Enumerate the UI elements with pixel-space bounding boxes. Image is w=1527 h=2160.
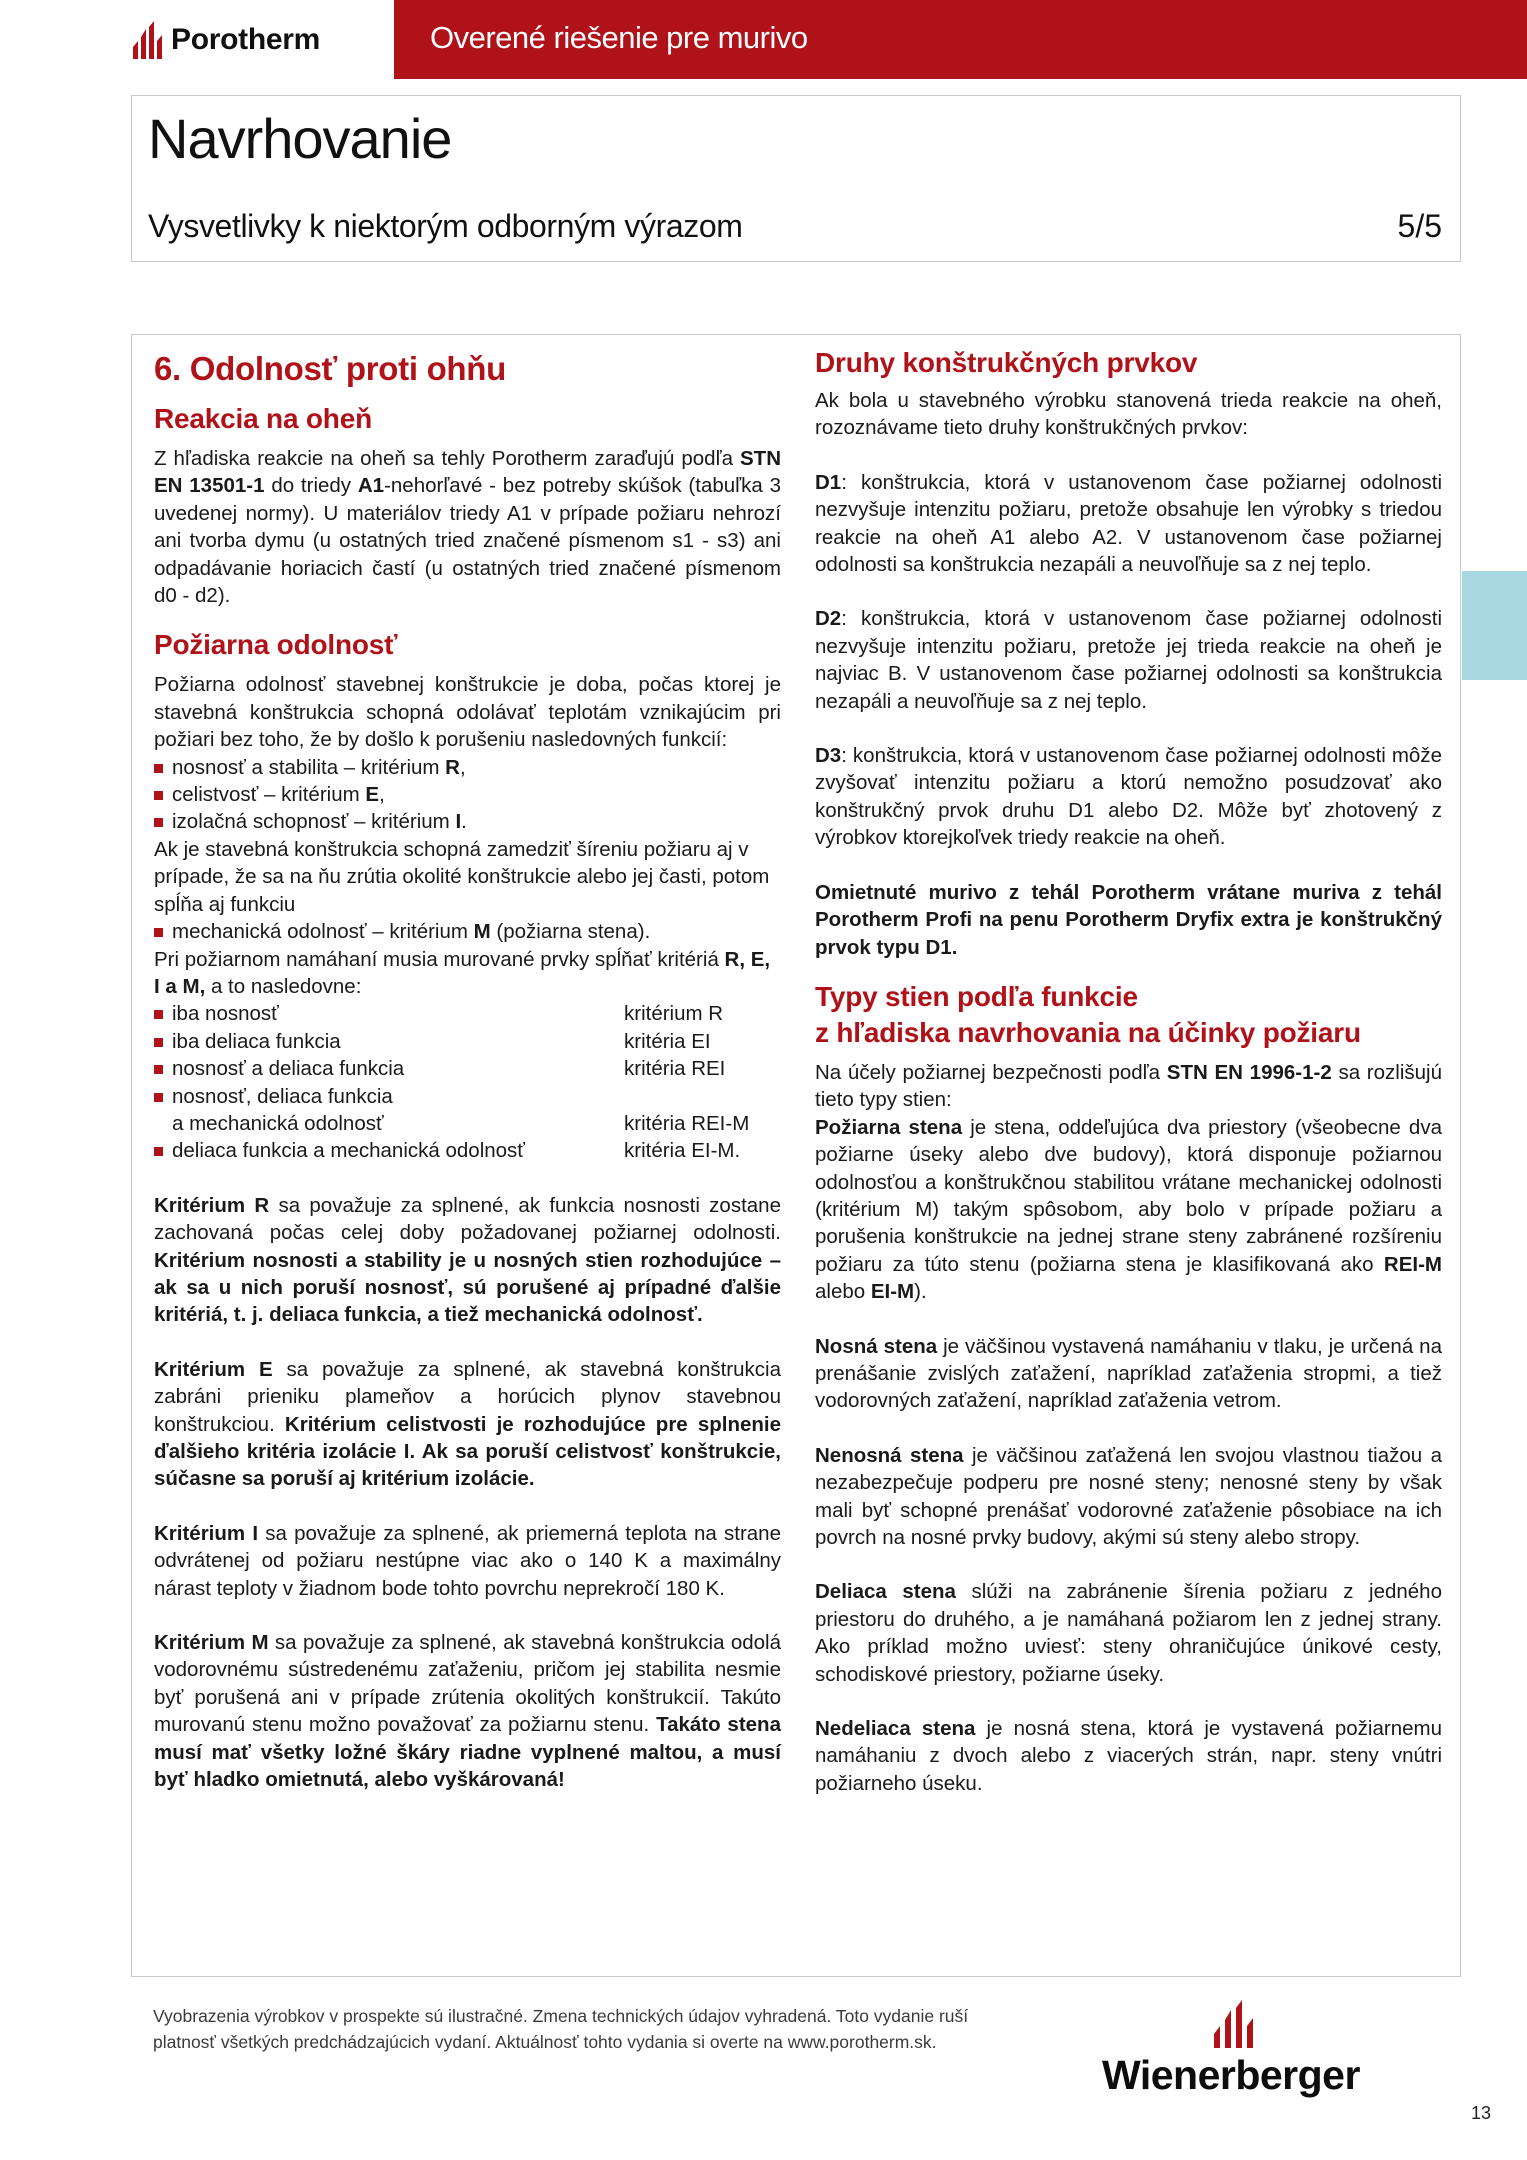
bullet-square-icon — [154, 1147, 163, 1156]
d1-note: Omietnuté murivo z tehál Porotherm vrátane muriva z tehál Porotherm Profi na penu Porotherm Dryfix extra je konštrukčný prvok typu D1. — [815, 880, 1442, 959]
bullet-square-icon — [154, 1010, 163, 1019]
list-item: nosnosť a stabilita – kritérium R, — [154, 754, 781, 781]
page-subtitle: Vysvetlivky k niektorým odborným výrazom — [148, 208, 743, 244]
table-row: iba deliaca funkcia kritéria EI — [154, 1028, 781, 1055]
reaction-heading: Reakcia na oheň — [154, 403, 372, 434]
separating-wall-paragraph: Deliaca stena slúži na zabránenie šírenia požiaru z jedného priestoru do druhého, a je namáhaná požiarom len z jednej strany. Ako príklad možno uviesť: steny ohraničujúce únikové cesty, schodiskové priestory, požiarne úseky. — [815, 1580, 1442, 1686]
section-side-tab — [1462, 571, 1527, 680]
d1-paragraph: D1: konštrukcia, ktorá v ustanovenom čase požiarnej odolnosti nezvyšuje intenzitu požiaru, pretože obsahuje len výrobky s triedou reakcie na oheň A1 alebo A2. V ustanovenom čase požiarnej odolnosti sa konštrukcia nezapáli a neuvoľňuje sa z nej teplo. — [815, 470, 1442, 577]
porotherm-logo — [131, 18, 320, 62]
reaction-paragraph: Z hľadiska reakcie na oheň sa tehly Porotherm zaraďujú podľa STN EN 13501-1 do triedy A1-nehorľavé - bez potreby skúšok (tabuľka 3 uvedenej normy). U materiálov triedy A1 v prípade požiaru nehrozí ani tvorba dymu (u ostatných tried značené písmenom s1 - s3) ani odpadávanie horiacich častí (u ostatných tried značené písmenom d0 - d2). — [154, 447, 781, 608]
wall-types-intro: Na účely požiarnej bezpečnosti podľa STN EN 1996-1-2 sa rozlišujú tieto typy stien: — [815, 1060, 1442, 1112]
non-load-bearing-wall-paragraph: Nenosná stena je väčšinou zaťažená len svojou vlastnou tiažou a nezabezpečuje podperu pre nosné steny; nenosné steny by však mali byť schopné prenášať vodorovné zaťaženie pôsobiace na ich povrch na nosné prvky budovy, akými sú steny alebo stropy. — [815, 1443, 1442, 1549]
logo-text: Wienerberger — [1102, 2052, 1360, 2098]
mechanical-intro: Ak je stavebná konštrukcia schopná zamedziť šíreniu požiaru aj v prípade, že sa na ňu zrútia okolité konštrukcie alebo jej časti, potom spĺňa aj funkciu — [154, 837, 770, 916]
criterion-e-paragraph: Kritérium E sa považuje za splnené, ak stavebná konštrukcia zabráni prieniku plameňov a horúcich plynov stavebnou konštrukciou. Kritérium celistvosti je rozhodujúce pre splnenie ďalšieho kritéria izolácie I. Ak sa poruší celistvosť konštrukcie, súčasne sa poruší aj kritérium izolácie. — [154, 1357, 781, 1491]
page-title: Navrhovanie — [148, 107, 452, 170]
bullet-square-icon — [154, 764, 163, 773]
table-row: iba nosnosť kritérium R — [154, 1000, 781, 1027]
footer-disclaimer: Vyobrazenia výrobkov v prospekte sú ilustračné. Zmena technických údajov vyhradená. Toto vydanie ruší platnosť všetkých predchádzajúcich vydaní. Aktuálnosť tohto vydania si overte na www.porotherm.sk. — [153, 2006, 969, 2052]
criterion-m-paragraph: Kritérium M sa považuje za splnené, ak stavebná konštrukcia odolá vodorovnému sústredenému zaťaženiu, pričom jej stabilita nesmie byť porušená ani v prípade zrútenia okolitých konštrukcií. Takúto murovanú stenu možno považovať za požiarnu stenu. Takáto stena musí mať všetky ložné škáry riadne vyplnené maltou, a musí byť hladko omietnutá, alebo vyškárovaná! — [154, 1631, 782, 1792]
non-separating-wall-paragraph: Nedeliaca stena je nosná stena, ktorá je vystavená požiarnemu namáhaniu z dvoch alebo z viacerých strán, napr. steny vnútri požiarneho úseku. — [815, 1717, 1442, 1795]
bullet-square-icon — [154, 1065, 163, 1074]
d2-paragraph: D2: konštrukcia, ktorá v ustanovenom čase požiarnej odolnosti nezvyšuje intenzitu požiaru, pretože jej trieda reakcie na oheň je najviac B. V ustanovenom čase požiarnej odolnosti sa konštrukcia nezapáli a neuvoľňuje sa z nej teplo. — [815, 607, 1442, 713]
table-row: nosnosť a deliaca funkcia kritéria REI — [154, 1055, 781, 1082]
requirements-intro: Pri požiarnom namáhaní musia murované prvky spĺňať kritériá R, E, I a M, a to nasledovne: — [154, 947, 771, 998]
mechanical-bullet — [154, 918, 781, 945]
load-bearing-wall-paragraph: Nosná stena je väčšinou vystavená namáhaniu v tlaku, je určená na prenášanie zvislých zaťažení, napríklad zaťaženia stropmi, a tiež vodorovných zaťažení, napríklad zaťaženia vetrom. — [815, 1334, 1442, 1413]
logo-text: Porotherm — [171, 23, 320, 56]
section-title: 6. Odolnosť proti ohňu — [154, 350, 507, 387]
tagline: Overené riešenie pre murivo — [430, 20, 808, 55]
criteria-bullets — [154, 754, 781, 836]
table-row: deliaca funkcia a mechanická odolnosť kritéria EI-M. — [154, 1137, 781, 1164]
content-box — [131, 334, 1461, 1977]
element-types-heading: Druhy konštrukčných prvkov — [815, 347, 1198, 378]
bullet-square-icon — [154, 1093, 163, 1102]
list-item: mechanická odolnosť – kritérium M (požiarna stena). — [154, 918, 781, 945]
page-header — [131, 95, 1461, 262]
table-row: nosnosť, deliaca funkcia a mechanická odolnosť kritéria REI-M — [154, 1083, 781, 1138]
section-page-indicator: 5/5 — [1397, 208, 1442, 244]
bullet-square-icon — [154, 928, 163, 937]
fire-resistance-intro: Požiarna odolnosť stavebnej konštrukcie je doba, počas ktorej je stavebná konštrukcia schopná odolávať teplotám vznikajúcim pri požiari bez toho, že by došlo k porušeniu nasledovných funkcií: — [154, 673, 781, 752]
left-column — [154, 335, 781, 1793]
page-number: 13 — [1471, 2103, 1492, 2123]
wienerberger-logo — [1102, 2000, 1392, 2100]
brick-logo-icon — [131, 21, 165, 59]
fire-wall-paragraph: Požiarna stena je stena, oddeľujúca dva priestory (všeobecne dva požiarne úseky alebo dve budovy), ktorá disponuje požiarnou odolnosťou a konštrukčnou stabilitou vrátane mechanickej odolnosti (kritérium M) takým spôsobom, aby bolo v prípade požiaru a porušenia konštrukcie na jednej strane steny zabránené rozšíreniu požiaru za túto stenu (požiarna stena je klasifikovaná ako REI-M alebo EI-M). — [815, 1115, 1442, 1304]
right-column — [815, 335, 1442, 1797]
criterion-r-paragraph: Kritérium R sa považuje za splnené, ak funkcia nosnosti zostane zachovaná počas celej doby požadovanej požiarnej odolnosti. Kritérium nosnosti a stability je u nosných stien rozhodujúce – ak sa u nich poruší nosnosť, sú porušené aj prípadné ďalšie kritériá, t. j. deliaca funkcia, a tiež mechanická odolnosť. — [154, 1193, 781, 1327]
d3-paragraph: D3: konštrukcia, ktorá v ustanovenom čase požiarnej odolnosti môže zvyšovať intenzitu požiaru a ktorú nemožno posudzovať ako konštrukčný prvok druhu D1 alebo D2. Môže byť zhotovený z výrobkov ktorejkoľvek triedy reakcie na oheň. — [815, 744, 1442, 850]
fire-resistance-heading: Požiarna odolnosť — [154, 629, 398, 661]
bullet-square-icon — [154, 1038, 163, 1047]
bullet-square-icon — [154, 818, 163, 827]
brick-logo-icon — [1212, 2000, 1258, 2048]
wall-types-heading: Typy stien podľa funkcie z hľadiska navrhovania na účinky požiaru — [815, 980, 1361, 1048]
header-band — [394, 0, 1527, 79]
criteria-table — [154, 1000, 781, 1164]
list-item: izolačná schopnosť – kritérium I. — [154, 808, 781, 835]
criterion-i-paragraph: Kritérium I sa považuje za splnené, ak priemerná teplota na strane odvrátenej od požiaru nestúpne viac ako o 140 K a maximálny nárast teploty v žiadnom bode tohto povrchu neprekročí 180 K. — [154, 1521, 781, 1600]
element-types-intro: Ak bola u stavebného výrobku stanovená trieda reakcie na oheň, rozoznávame tieto druhy konštrukčných prvkov: — [815, 389, 1442, 440]
bullet-square-icon — [154, 791, 163, 800]
list-item: celistvosť – kritérium E, — [154, 781, 781, 808]
